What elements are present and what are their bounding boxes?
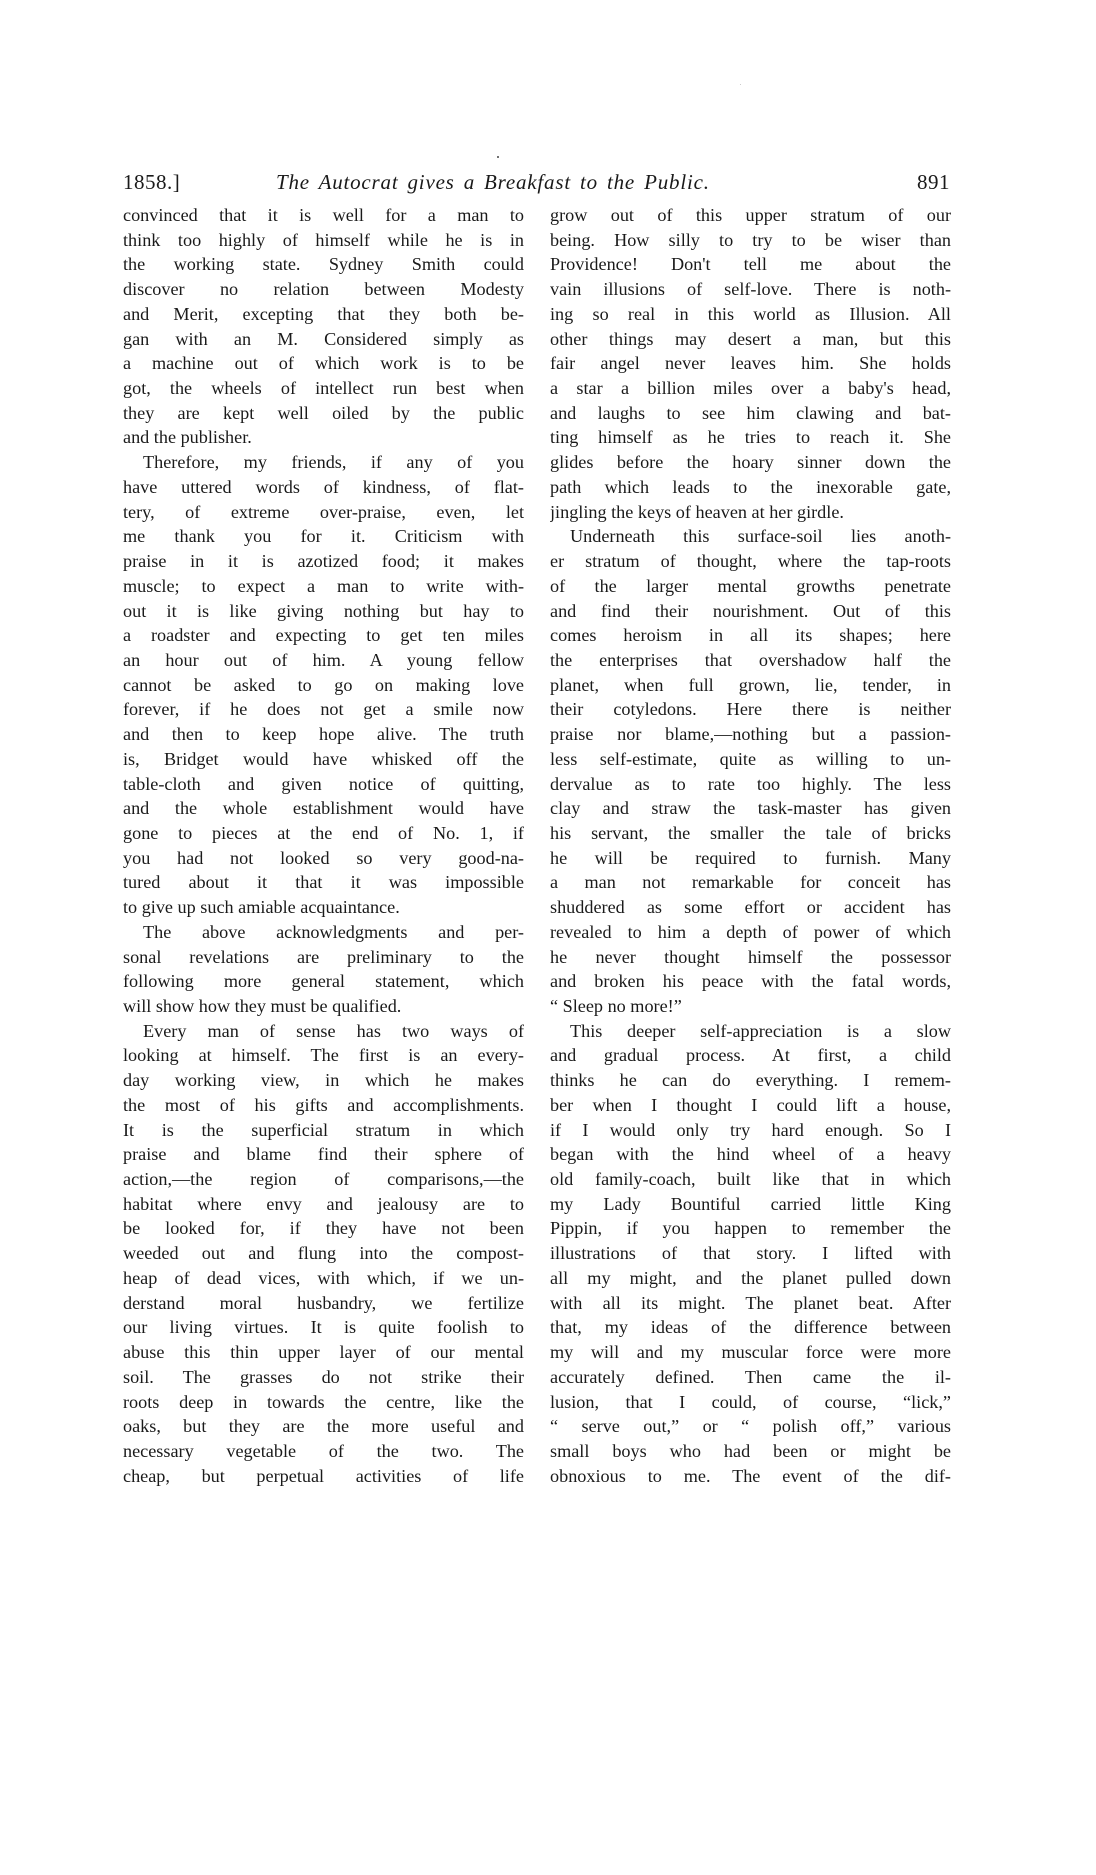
text-line: gone to pieces at the end of No. 1, if xyxy=(123,822,524,843)
text-line: tery, of extreme over-praise, even, let xyxy=(123,501,524,522)
text-line: accurately defined. Then came the il- xyxy=(550,1366,951,1387)
text-line: discover no relation between Modesty xyxy=(123,279,524,300)
text-line: and gradual process. At first, a child xyxy=(550,1045,951,1066)
text-line: gan with an M. Considered simply as xyxy=(123,328,524,349)
text-line: obnoxious to me. The event of the dif- xyxy=(550,1465,951,1486)
text-line: our living virtues. It is quite foolish to xyxy=(123,1317,524,1338)
text-line: and Merit, excepting that they both be- xyxy=(123,303,524,324)
text-line: and then to keep hope alive. The truth xyxy=(123,724,524,745)
text-line: sonal revelations are preliminary to the xyxy=(123,946,524,967)
text-line: thinks he can do everything. I remem- xyxy=(550,1070,951,1091)
text-line: path which leads to the inexorable gate, xyxy=(550,476,951,497)
text-line: small boys who had been or might be xyxy=(550,1440,951,1461)
text-line: he will be required to furnish. Many xyxy=(550,847,951,868)
text-line: have uttered words of kindness, of flat- xyxy=(123,476,524,497)
text-line: weeded out and flung into the compost- xyxy=(123,1243,524,1264)
text-line: old family-coach, built like that in which xyxy=(550,1169,951,1190)
text-line: It is the superficial stratum in which xyxy=(123,1119,524,1140)
text-line: lusion, that I could, of course, “lick,” xyxy=(550,1391,951,1412)
text-line: ing so real in this world as Illusion. All xyxy=(550,303,951,324)
text-line: er stratum of thought, where the tap-roots xyxy=(550,551,951,572)
text-line: following more general statement, which xyxy=(123,971,524,992)
text-line: action,—the region of comparisons,—the xyxy=(123,1169,524,1190)
text-line: jingling the keys of heaven at her girdle. xyxy=(550,501,844,522)
text-line: being. How silly to try to be wiser than xyxy=(550,229,951,250)
text-line: illustrations of that story. I lifted with xyxy=(550,1243,951,1264)
running-head-title: The Autocrat gives a Breakfast to the Public. xyxy=(276,170,710,194)
text-line: less self-estimate, quite as willing to un- xyxy=(550,748,951,769)
text-line: with all its might. The planet beat. After xyxy=(550,1292,951,1313)
text-line: is, Bridget would have whisked off the xyxy=(123,748,524,769)
running-head xyxy=(123,167,950,197)
text-line: looking at himself. The first is an every- xyxy=(123,1045,524,1066)
running-head-year: 1858.] xyxy=(123,170,181,194)
text-line: planet, when full grown, lie, tender, in xyxy=(550,674,951,695)
text-line: his servant, the smaller the tale of bricks xyxy=(550,822,951,843)
text-line: a man not remarkable for conceit has xyxy=(550,872,951,893)
text-line: Pippin, if you happen to remember the xyxy=(550,1218,951,1239)
text-line: soil. The grasses do not strike their xyxy=(123,1366,524,1387)
text-line: got, the wheels of intellect run best when xyxy=(123,378,524,399)
text-line: my will and my muscular force were more xyxy=(550,1342,951,1363)
page-number: 891 xyxy=(917,170,950,194)
text-line: you had not looked so very good-na- xyxy=(123,847,524,868)
text-line: and the publisher. xyxy=(123,427,252,448)
text-line: and find their nourishment. Out of this xyxy=(550,600,951,621)
text-line: oaks, but they are the more useful and xyxy=(123,1416,524,1437)
text-line: clay and straw the task-master has given xyxy=(550,798,951,819)
text-line: my Lady Bountiful carried little King xyxy=(550,1193,951,1214)
text-line: me thank you for it. Criticism with xyxy=(123,526,524,547)
text-line: This deeper self-appreciation is a slow xyxy=(570,1020,951,1041)
text-line: that, my ideas of the difference between xyxy=(550,1317,951,1338)
text-line: muscle; to expect a man to write with- xyxy=(123,575,524,596)
text-line: praise and blame find their sphere of xyxy=(123,1144,524,1165)
text-line: and laughs to see him clawing and bat- xyxy=(550,402,951,423)
text-line: to give up such amiable acquaintance. xyxy=(123,897,400,918)
text-line: vain illusions of self-love. There is noth- xyxy=(550,279,951,300)
text-line: “ Sleep no more!” xyxy=(550,996,682,1016)
text-line: day working view, in which he makes xyxy=(123,1070,524,1091)
text-line: be looked for, if they have not been xyxy=(123,1218,524,1239)
text-line: revealed to him a depth of power of which xyxy=(550,921,951,942)
text-line: their cotyledons. Here there is neither xyxy=(550,699,951,720)
text-line: praise nor blame,—nothing but a passion- xyxy=(550,724,951,745)
text-line: comes heroism in all its shapes; here xyxy=(550,625,951,646)
text-line: roots deep in towards the centre, like the xyxy=(123,1391,524,1412)
text-line: Underneath this surface-soil lies anoth- xyxy=(570,526,951,547)
text-line: tured about it that it was impossible xyxy=(123,872,524,893)
scan-speck xyxy=(497,156,499,158)
text-line: forever, if he does not get a smile now xyxy=(123,699,524,720)
text-line: abuse this thin upper layer of our mental xyxy=(123,1342,524,1363)
text-line: an hour out of him. A young fellow xyxy=(123,649,524,670)
text-line: habitat where envy and jealousy are to xyxy=(123,1193,524,1214)
text-line: and the whole establishment would have xyxy=(123,798,524,819)
text-line: grow out of this upper stratum of our xyxy=(550,205,951,225)
text-line: table-cloth and given notice of quitting, xyxy=(123,773,524,794)
text-line: and broken his peace with the fatal words, xyxy=(550,971,951,992)
text-line: Providence! Don't tell me about the xyxy=(550,254,951,275)
text-line: if I would only try hard enough. So I xyxy=(550,1119,951,1140)
text-line: of the larger mental growths penetrate xyxy=(550,575,951,596)
text-line: praise in it is azotized food; it makes xyxy=(123,551,524,572)
text-line: derstand moral husbandry, we fertilize xyxy=(123,1292,524,1313)
text-line: out it is like giving nothing but hay to xyxy=(123,600,524,621)
text-line: necessary vegetable of the two. The xyxy=(123,1440,524,1461)
text-line: a roadster and expecting to get ten miles xyxy=(123,625,524,646)
text-line: glides before the hoary sinner down the xyxy=(550,452,951,473)
text-line: think too highly of himself while he is in xyxy=(123,229,524,250)
text-column-right xyxy=(550,203,951,1488)
text-line: the working state. Sydney Smith could xyxy=(123,254,524,275)
text-line: Therefore, my friends, if any of you xyxy=(143,452,524,473)
text-line: all my might, and the planet pulled down xyxy=(550,1267,951,1288)
text-line: he never thought himself the possessor xyxy=(550,946,951,967)
text-line: other things may desert a man, but this xyxy=(550,328,951,349)
text-line: a star a billion miles over a baby's head, xyxy=(550,378,951,399)
text-line: “ serve out,” or “ polish off,” various xyxy=(550,1416,951,1437)
text-line: began with the hind wheel of a heavy xyxy=(550,1144,951,1165)
text-line: a machine out of which work is to be xyxy=(123,353,524,374)
text-column-left xyxy=(123,203,524,1488)
text-line: Every man of sense has two ways of xyxy=(143,1020,524,1041)
text-line: shuddered as some effort or accident has xyxy=(550,897,951,918)
text-line: the most of his gifts and accomplishments. xyxy=(123,1094,524,1115)
text-line: they are kept well oiled by the public xyxy=(123,402,524,423)
text-line: heap of dead vices, with which, if we un- xyxy=(123,1267,524,1288)
text-line: cannot be asked to go on making love xyxy=(123,674,524,695)
text-line: ting himself as he tries to reach it. She xyxy=(550,427,951,448)
text-line: the enterprises that overshadow half the xyxy=(550,649,951,670)
text-line: The above acknowledgments and per- xyxy=(143,921,524,942)
text-line: fair angel never leaves him. She holds xyxy=(550,353,951,374)
text-line: cheap, but perpetual activities of life xyxy=(123,1465,524,1486)
scan-speck xyxy=(740,84,741,85)
text-line: convinced that it is well for a man to xyxy=(123,205,524,225)
text-line: will show how they must be qualified. xyxy=(123,996,402,1016)
text-line: dervalue as to rate too highly. The less xyxy=(550,773,951,794)
text-line: ber when I thought I could lift a house, xyxy=(550,1094,951,1115)
